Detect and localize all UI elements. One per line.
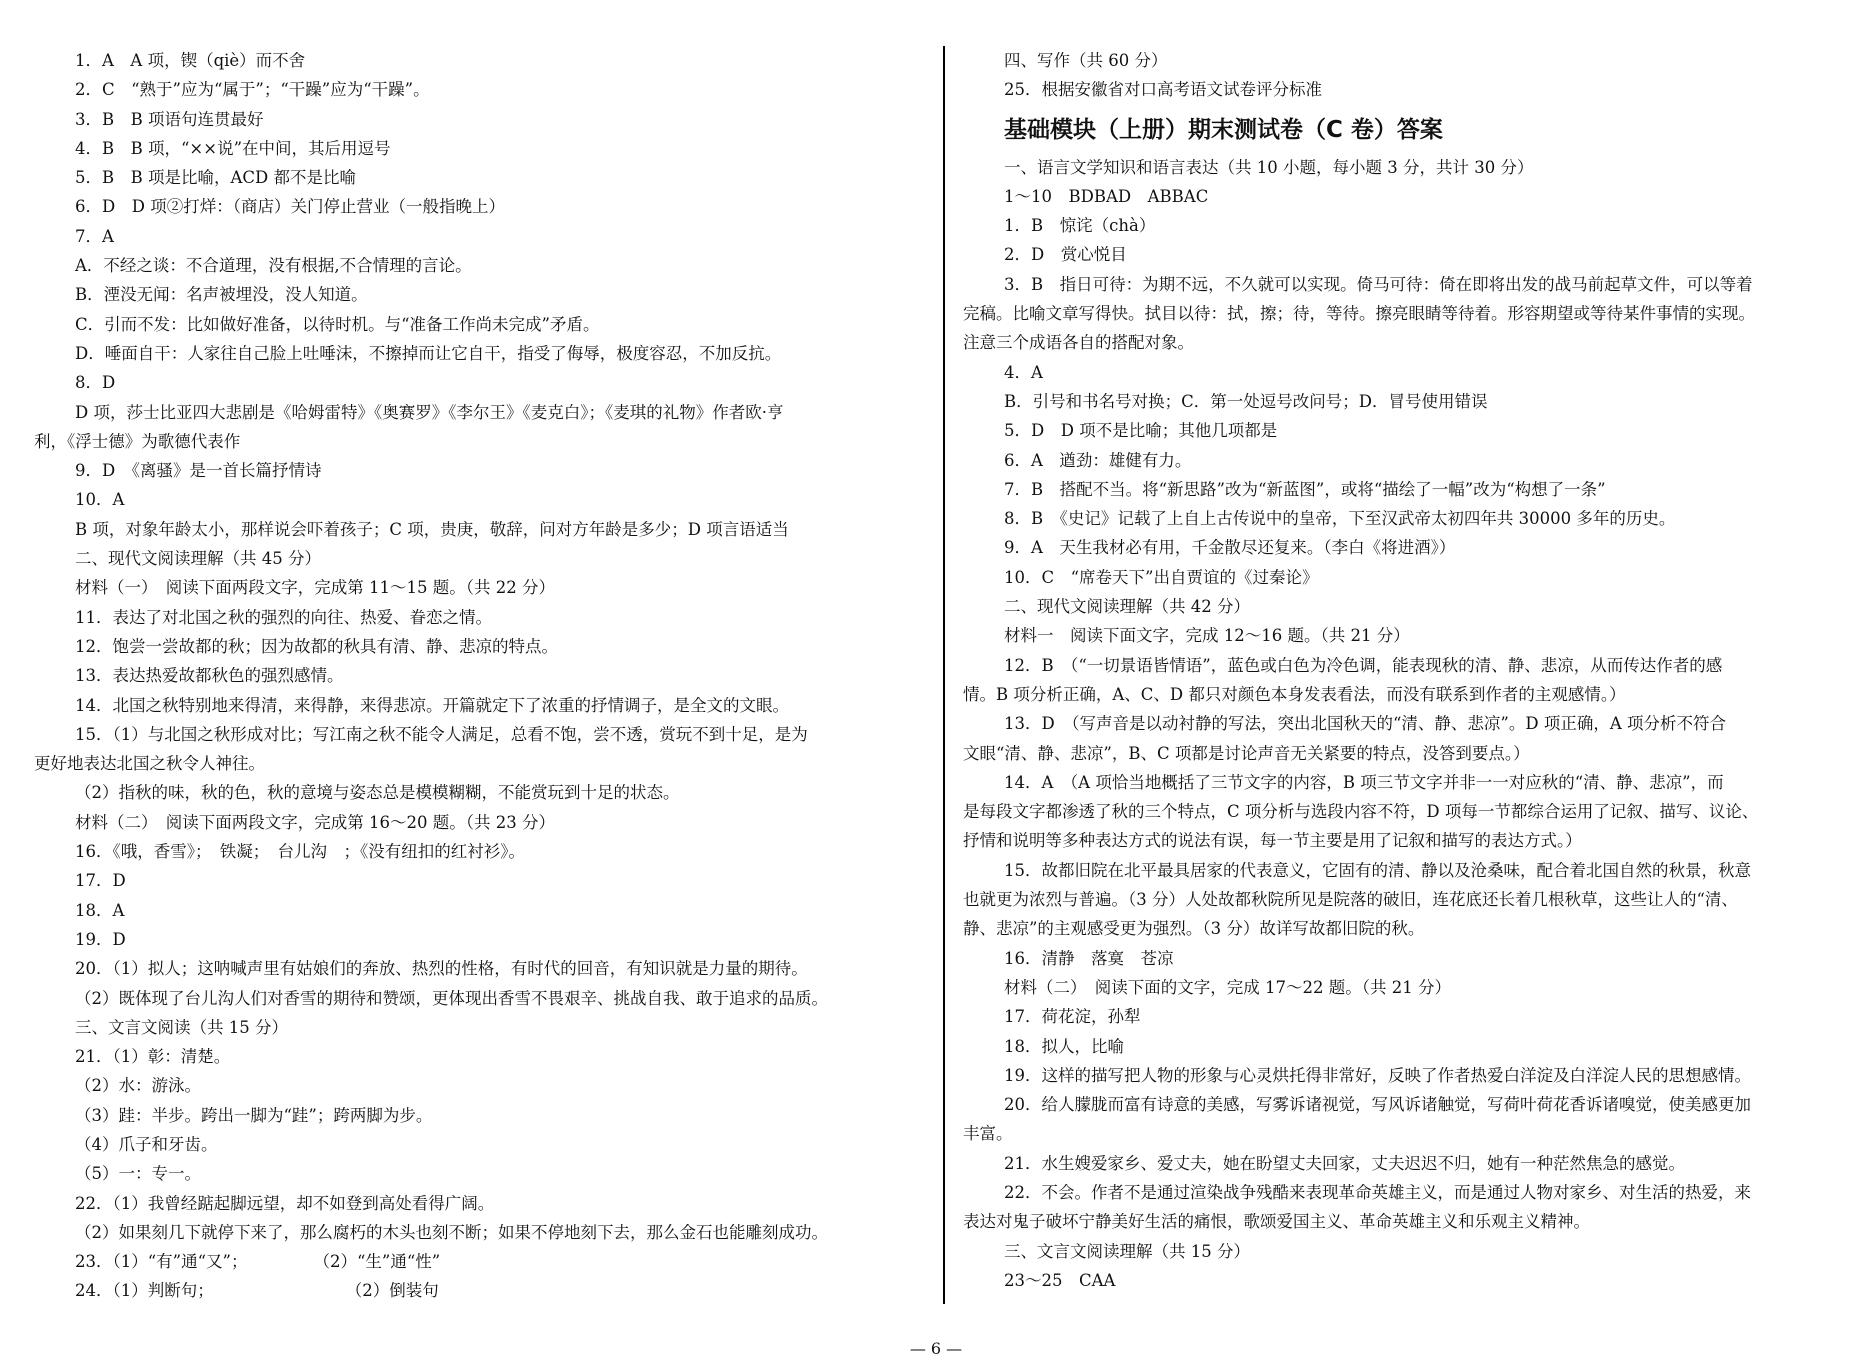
text-line: 22．（1）我曾经踮起脚远望，却不如登到高处看得广阔。 — [75, 1193, 495, 1213]
text-line: 17．D — [75, 871, 126, 891]
text-line: 22．不会。作者不是通过渲染战争残酷来表现革命英雄主义，而是通过人物对家乡、对生活的热爱，来 — [1004, 1182, 1751, 1202]
text-line: 16．《哦，香雪》； 铁凝； 台儿沟 ；《没有纽扣的红衬衫》。 — [75, 842, 525, 862]
text-line: （2）指秋的味，秋的色，秋的意境与姿态总是模模糊糊，不能赏玩到十足的状态。 — [75, 783, 680, 803]
text-line: 15．（1）与北国之秋形成对比；写江南之秋不能令人满足，总看不饱，尝不透，赏玩不到十足，是为 — [75, 724, 808, 744]
text-line: 9．D 《离骚》是一首长篇抒情诗 — [75, 461, 322, 481]
text-line: A．不经之谈：不合道理，没有根据,不合情理的言论。 — [75, 256, 472, 276]
text-line: 一、语言文学知识和语言表达（共 10 小题，每小题 3 分，共计 30 分） — [1004, 157, 1534, 177]
text-line: 9．A 天生我材必有用，千金散尽还复来。（李白《将进酒》） — [1004, 538, 1456, 558]
text-line: 19．D — [75, 929, 126, 949]
text-line: 3．B B 项语句连贯最好 — [75, 109, 264, 129]
text-line: 20．给人朦胧而富有诗意的美感，写雾诉诸视觉，写风诉诸触觉，写荷叶荷花香诉诸嗅觉，使美感更加 — [1004, 1095, 1751, 1115]
text-line: 二、现代文阅读理解（共 45 分） — [75, 549, 321, 569]
text-line: 18．拟人，比喻 — [1004, 1036, 1124, 1056]
right-column — [963, 46, 1853, 1295]
text-line: 15．故都旧院在北平最具居家的代表意义，它固有的清、静以及沧桑味，配合着北国自然的秋景，秋意 — [1004, 860, 1751, 880]
text-line: 静、悲凉”的主观感受更为强烈。（3 分）故详写故都旧院的秋。 — [963, 919, 1425, 939]
text-line: C．引而不发：比如做好准备，以待时机。与“准备工作尚未完成”矛盾。 — [75, 314, 600, 334]
text-line: 7．A — [75, 226, 114, 246]
text-line: 利，《浮士德》为歌德代表作 — [34, 431, 241, 451]
text-line: 11．表达了对北国之秋的强烈的向往、热爱、眷恋之情。 — [75, 607, 492, 627]
text-line: 5．B B 项是比喻，ACD 都不是比喻 — [75, 168, 357, 188]
text-line: 文眼“清、静、悲凉”，B、C 项都是讨论声音无关紧要的特点，没答到要点。） — [963, 743, 1530, 763]
text-line: 抒情和说明等多种表达方式的说法有误，每一节主要是用了记叙和描写的表达方式。） — [963, 831, 1582, 851]
text-line: 材料（二） 阅读下面两段文字，完成第 16～20 题。（共 23 分） — [75, 812, 555, 832]
text-line: 1．B 惊诧（chà） — [1004, 216, 1156, 236]
text-line: 21．水生嫂爱家乡、爱丈夫，她在盼望丈夫回家，丈夫迟迟不归，她有一种茫然焦急的感觉。 — [1004, 1153, 1685, 1173]
text-line: 2．C “熟于”应为“属于”；“干躁”应为“干躁”。 — [75, 80, 430, 100]
text-line: 14．A （A 项恰当地概括了三节文字的内容，B 项三节文字并非一一对应秋的“清、静、悲凉”，而 — [1004, 772, 1724, 792]
left-column — [34, 46, 934, 1306]
text-line: 材料（一） 阅读下面两段文字，完成第 11～15 题。（共 22 分） — [75, 578, 555, 598]
text-line: 5．D D 项不是比喻；其他几项都是 — [1004, 421, 1278, 441]
text-line: 二、现代文阅读理解（共 42 分） — [1004, 597, 1250, 617]
text-line: 21．（1）彰：清楚。 — [75, 1047, 231, 1067]
text-line: 注意三个成语各自的搭配对象。 — [963, 333, 1194, 353]
text-line: 7．B 搭配不当。将“新思路”改为“新蓝图”，或将“描绘了一幅”改为“构想了一条” — [1004, 479, 1606, 499]
text-line: （5）一：专一。 — [75, 1164, 201, 1184]
text-line: 情。B 项分析正确，A、C、D 都只对颜色本身发表看法，而没有联系到作者的主观感情。） — [963, 684, 1626, 704]
text-line: D．唾面自干：人家往自己脸上吐唾沫，不擦掉而让它自干，指受了侮辱，极度容忍，不加反抗。 — [75, 343, 782, 363]
text-line: 丰富。 — [963, 1124, 1013, 1144]
text-line: 材料一 阅读下面文字，完成 12～16 题。（共 21 分） — [1004, 626, 1410, 646]
text-line: 12．B （“一切景语皆情语”，蓝色或白色为冷色调，能表现秋的清、静、悲凉，从而传达作者的感 — [1004, 655, 1723, 675]
text-line: 3．B 指日可待：为期不远，不久就可以实现。倚马可待：倚在即将出发的战马前起草文件，可以等着 — [1004, 274, 1753, 294]
text-line: 13．表达热爱故都秋色的强烈感情。 — [75, 666, 344, 686]
text-line: 完稿。比喻文章写得快。拭目以待：拭，擦；待，等待。擦亮眼睛等待着。形容期望或等待某件事情的实现。 — [963, 304, 1755, 324]
text-line: 是每段文字都渗透了秋的三个特点，C 项分析与选段内容不符，D 项每一节都综合运用了记叙、描写、议论、 — [963, 802, 1759, 822]
text-line: 三、文言文阅读（共 15 分） — [75, 1017, 288, 1037]
text-line: 四、写作（共 60 分） — [1004, 51, 1168, 70]
text-line: 12．饱尝一尝故都的秋；因为故都的秋具有清、静、悲凉的特点。 — [75, 636, 558, 656]
text-line: 更好地表达北国之秋令人神往。 — [34, 754, 265, 774]
column-divider — [943, 46, 945, 1304]
answer-key-heading: 基础模块（上册）期末测试卷（C 卷）答案 — [1004, 116, 1443, 143]
text-line: B．湮没无闻：名声被埋没，没人知道。 — [75, 285, 368, 305]
text-line: 23．（1）“有”通“又”； （2）“生”通“性” — [75, 1252, 441, 1272]
text-line: 材料（二） 阅读下面的文字，完成 17～22 题。（共 21 分） — [1004, 977, 1451, 997]
text-line: 4．A — [1004, 362, 1043, 382]
text-line: （2）既体现了台儿沟人们对香雪的期待和赞颂，更体现出香雪不畏艰辛、挑战自我、敢于追求的品质。 — [75, 988, 828, 1008]
text-line: 23～25 CAA — [1004, 1270, 1116, 1290]
text-line: （4）爪子和牙齿。 — [75, 1134, 218, 1154]
text-line: 8．D — [75, 373, 116, 393]
text-line: 10．C “席卷天下”出自贾谊的《过秦论》 — [1004, 567, 1319, 587]
text-line: D 项，莎士比亚四大悲剧是《哈姆雷特》《奥赛罗》《李尔王》《麦克白》；《麦琪的礼物》作者欧·亨 — [75, 402, 784, 422]
text-line: 20．（1）拟人；这呐喊声里有姑娘们的奔放、热烈的性格，有时代的回音，有知识就是力量的期待。 — [75, 959, 808, 979]
text-line: B．引号和书名号对换；C．第一处逗号改问号；D．冒号使用错误 — [1004, 391, 1488, 411]
text-line: 也就更为浓烈与普遍。（3 分）人处故都秋院所见是院落的破旧，连花底还长着几根秋草，这些让人的“清、 — [963, 890, 1738, 910]
text-line: 13．D （写声音是以动衬静的写法，突出北国秋天的“清、静、悲凉”。D 项正确，A 项分析不符合 — [1004, 714, 1726, 734]
text-line: 三、文言文阅读理解（共 15 分） — [1004, 1241, 1250, 1261]
text-line: 25．根据安徽省对口高考语文试卷评分标准 — [1004, 80, 1322, 100]
text-line: 18．A — [75, 900, 125, 920]
text-line: 1．A A 项，锲（qiè）而不舍 — [75, 51, 306, 70]
text-line: 2．D 赏心悦目 — [1004, 245, 1127, 265]
text-line: 16．清静 落寞 苍凉 — [1004, 948, 1174, 968]
text-line: 4．B B 项，“××说”在中间，其后用逗号 — [75, 138, 391, 158]
text-line: 17．荷花淀，孙犁 — [1004, 1007, 1141, 1027]
page-number: — 6 — — [909, 1339, 963, 1358]
text-line: B 项，对象年龄太小，那样说会吓着孩子；C 项，贵庚，敬辞，问对方年龄是多少；D 项言语适当 — [75, 519, 789, 539]
text-line: 6．D D 项②打烊：（商店）关门停止营业（一般指晚上） — [75, 197, 505, 217]
text-line: （2）水：游泳。 — [75, 1076, 201, 1096]
text-line: （2）如果刻几下就停下来了，那么腐朽的木头也刻不断；如果不停地刻下去，那么金石也能雕刻成功。 — [75, 1222, 828, 1242]
text-line: 14．北国之秋特别地来得清，来得静，来得悲凉。开篇就定下了浓重的抒情调子，是全文的文眼。 — [75, 695, 789, 715]
right-bottom-section — [963, 153, 1853, 1296]
right-top-section — [963, 46, 1853, 105]
text-line: 1～10 BDBAD ABBAC — [1004, 186, 1209, 206]
text-line: 10．A — [75, 490, 125, 510]
text-line: 19．这样的描写把人物的形象与心灵烘托得非常好，反映了作者热爱白洋淀及白洋淀人民的思想感情。 — [1004, 1065, 1751, 1085]
text-line: 8．B 《史记》记载了上自上古传说中的皇帝，下至汉武帝太初四年共 30000 多年的历史。 — [1004, 509, 1676, 529]
text-line: 表达对鬼子破坏宁静美好生活的痛恨，歌颂爱国主义、革命英雄主义和乐观主义精神。 — [963, 1212, 1590, 1232]
text-line: （3）跬：半步。跨出一脚为“跬”；跨两脚为步。 — [75, 1105, 433, 1125]
text-line: 24．（1）判断句； （2）倒装句 — [75, 1281, 439, 1301]
text-line: 6．A 遒劲：雄健有力。 — [1004, 450, 1192, 470]
